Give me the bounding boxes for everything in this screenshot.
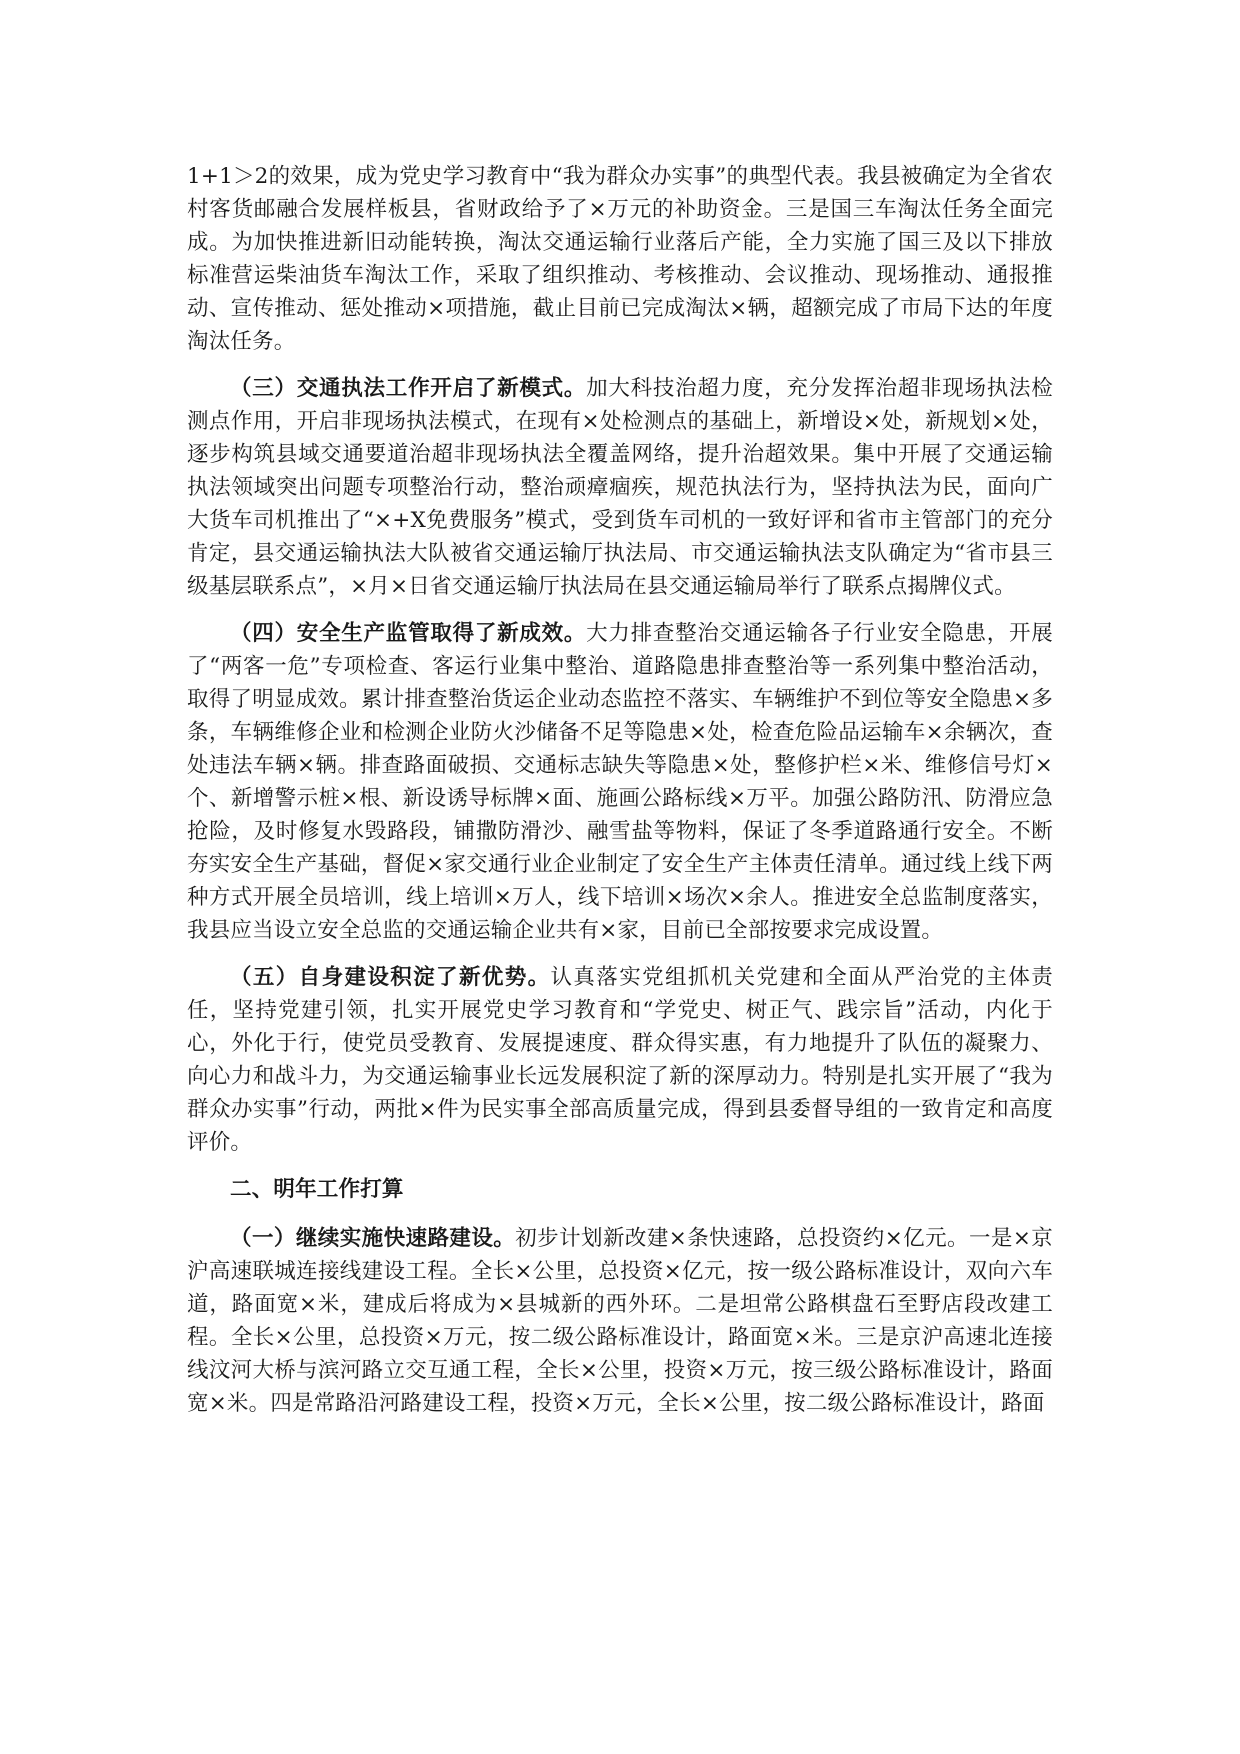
paragraph-lead-heading: （三）交通执法工作开启了新模式。 — [230, 376, 587, 401]
paragraph-lead-heading: （一）继续实施快速路建设。 — [230, 1226, 516, 1251]
paragraph-continuation — [187, 160, 1053, 358]
paragraph-text: 1+1＞2的效果，成为党史学习教育中“我为群众办实事”的典型代表。我县被确定为全省农村客货邮融合发展样板县，省财政给予了×万元的补助资金。三是国三车淘汰任务全面完成。为加快推进新旧动能转换，淘汰交通运输行业落后产能，全力实施了国三及以下排放标准营运柴油货车淘汰工作，采取了组织推动、考核推动、会议推动、现场推动、通报推动、宣传推动、惩处推动×项措施，截止目前已完成淘汰×辆，超额完成了市局下达的年度淘汰任务。 — [187, 164, 1053, 354]
paragraph-lead-heading: （五）自身建设积淀了新优势。 — [230, 965, 551, 990]
paragraph-lead-heading: （四）安全生产监管取得了新成效。 — [230, 621, 587, 646]
paragraph-safety-supervision — [187, 617, 1053, 947]
paragraph-text: 加大科技治超力度，充分发挥治超非现场执法检测点作用，开启非现场执法模式，在现有×处检测点的基础上，新增设×处，新规划×处，逐步构筑县域交通要道治超非现场执法全覆盖网络，提升治超效果。集中开展了交通运输执法领域突出问题专项整治行动，整治顽瘴痼疾，规范执法行为，坚持执法为民，面向广大货车司机推出了“×+X免费服务”模式，受到货车司机的一致好评和省市主管部门的充分肯定，县交通运输执法大队被省交通运输厅执法局、市交通运输执法支队确定为“省市县三级基层联系点”，×月×日省交通运输厅执法局在县交通运输局举行了联系点揭牌仪式。 — [187, 376, 1054, 599]
paragraph-law-enforcement — [187, 372, 1053, 603]
paragraph-self-building — [187, 961, 1053, 1159]
paragraph-expressway-construction — [187, 1222, 1053, 1420]
section-heading-text: 二、明年工作打算 — [230, 1177, 404, 1202]
section-heading — [187, 1173, 1053, 1206]
paragraph-text: 初步计划新改建×条快速路，总投资约×亿元。一是×京沪高速联城连接线建设工程。全长×公里，总投资×亿元，按一级公路标准设计，双向六车道，路面宽×米，建成后将成为×县城新的西外环。二是坦常公路棋盘石至野店段改建工程。全长×公里，总投资×万元，按二级公路标准设计，路面宽×米。三是京沪高速北连接线汶河大桥与滨河路立交互通工程，全长×公里，投资×万元，按三级公路标准设计，路面宽×米。四是常路沿河路建设工程，投资×万元，全长×公里，按二级公路标准设计，路面 — [187, 1226, 1054, 1416]
paragraph-text: 大力排查整治交通运输各子行业安全隐患，开展了“两客一危”专项检查、客运行业集中整治、道路隐患排查整治等一系列集中整治活动，取得了明显成效。累计排查整治货运企业动态监控不落实、车辆维护不到位等安全隐患×多条，车辆维修企业和检测企业防火沙储备不足等隐患×处，检查危险品运输车×余辆次，查处违法车辆×辆。排查路面破损、交通标志缺失等隐患×处，整修护栏×米、维修信号灯×个、新增警示桩×根、新设诱导标牌×面、施画公路标线×万平。加强公路防汛、防滑应急抢险，及时修复水毁路段，铺撒防滑沙、融雪盐等物料，保证了冬季道路通行安全。不断夯实安全生产基础，督促×家交通行业企业制定了安全生产主体责任清单。通过线上线下两种方式开展全员培训，线上培训×万人，线下培训×场次×余人。推进安全总监制度落实，我县应当设立安全总监的交通运输企业共有×家，目前已全部按要求完成设置。 — [187, 621, 1054, 943]
paragraph-text: 认真落实党组抓机关党建和全面从严治党的主体责任，坚持党建引领，扎实开展党史学习教育和“学党史、树正气、践宗旨”活动，内化于心，外化于行，使党员受教育、发展提速度、群众得实惠，有力地提升了队伍的凝聚力、向心力和战斗力，为交通运输事业长远发展积淀了新的深厚动力。特别是扎实开展了“我为群众办实事”行动，两批×件为民实事全部高质量完成，得到县委督导组的一致肯定和高度评价。 — [187, 965, 1053, 1155]
document-body — [187, 160, 1053, 1434]
